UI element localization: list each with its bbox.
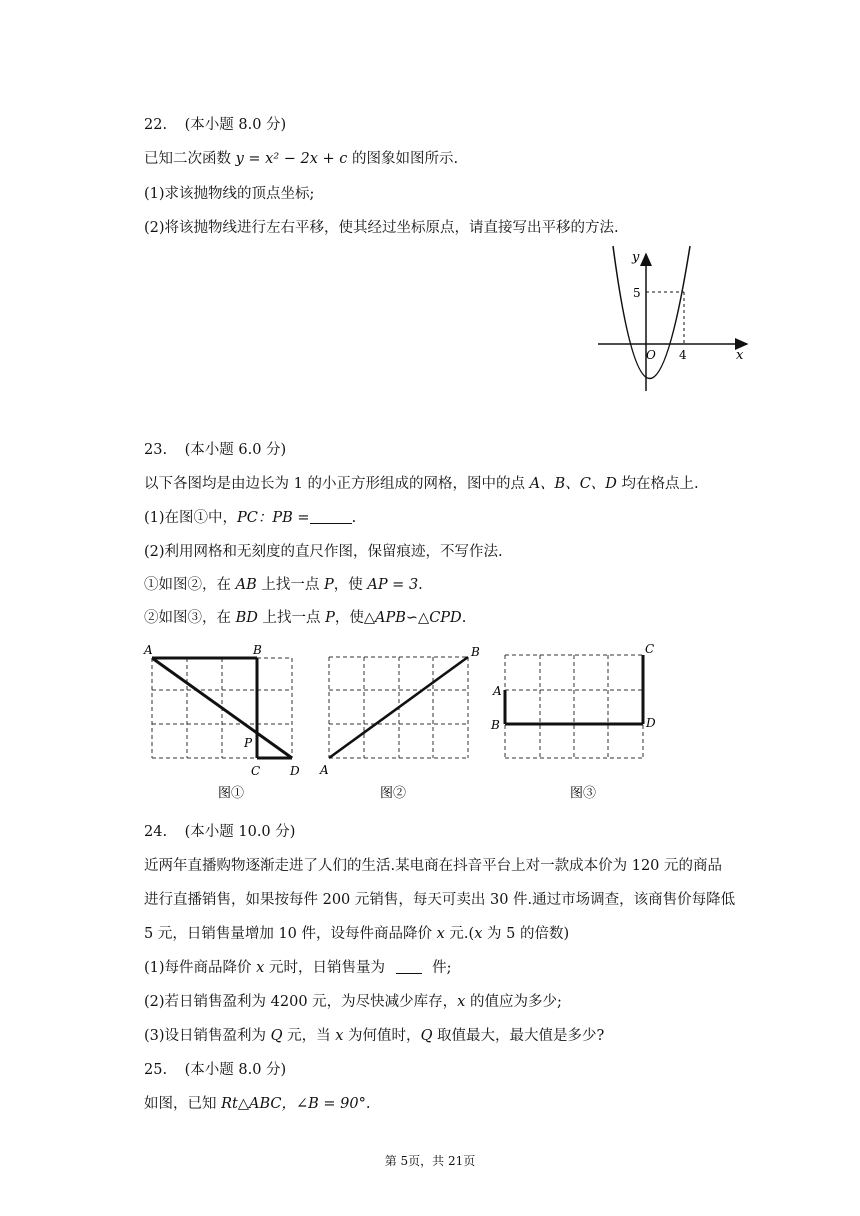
q24-line2: 进行直播销售，如果按每件 200 元销售，每天可卖出 30 件.通过市场调查，该商售价每降低 — [144, 892, 736, 908]
q25-stem — [144, 1092, 370, 1113]
q24-line1: 近两年直播购物逐渐走进了人们的生活.某电商在抖音平台上对一款成本价为 120 元的商品 — [144, 858, 722, 874]
fig1-label-P: P — [244, 736, 253, 750]
q24-number: 24. — [144, 824, 168, 840]
q23-p2b-cond: △APB∽△CPD — [363, 610, 462, 626]
q23-number: 23. — [144, 442, 168, 458]
graph-x-tick: 4 — [679, 348, 687, 362]
q22-number: 22. — [144, 117, 168, 133]
q23-p1-formula: PC：PB = — [237, 510, 310, 526]
q25-score: (本小题 8.0 分) — [184, 1062, 287, 1078]
q24-part1 — [144, 956, 452, 977]
q23-stem-end: 均在格点上. — [616, 476, 699, 492]
q24-p3-end: 取值最大，最大值是多少? — [432, 1028, 605, 1044]
q22-part2: (2)将该抛物线进行左右平移，使其经过坐标原点，请直接写出平移的方法. — [144, 220, 619, 236]
q23-p2a-seg: AB — [235, 577, 257, 593]
q24-p1-x: x — [256, 960, 265, 976]
q24-p3-q: Q — [270, 1028, 283, 1044]
q23-p1-text: (1)在图①中， — [144, 510, 238, 526]
q23-p2b-mid: 上找一点 — [257, 610, 326, 626]
q23-p2b-end: . — [461, 610, 467, 626]
q23-answer-blank[interactable] — [310, 509, 352, 524]
q22-parabola-graph — [590, 246, 760, 396]
q24-p2-end: 的值应为多少; — [465, 994, 562, 1010]
q25-number: 25. — [144, 1062, 168, 1078]
fig3-label-D: D — [646, 716, 656, 730]
fig3-grid — [505, 655, 643, 758]
q23-stem-text: 以下各图均是由边长为 1 的小正方形组成的网格，图中的点 — [144, 476, 530, 492]
q23-p2b-text: ②如图③，在 — [144, 610, 236, 626]
q23-part2a — [144, 573, 423, 594]
q24-l3-text: 5 元，日销售量增加 10 件，设每件商品降价 — [144, 926, 437, 942]
q23-p2a-cond: AP = 3 — [367, 577, 419, 593]
q23-p2a-end: . — [418, 577, 423, 593]
q24-line3 — [144, 922, 569, 943]
fig3-label-A: A — [493, 684, 502, 698]
q23-figure-1 — [140, 640, 315, 810]
fig1-label-C: C — [251, 764, 261, 778]
q24-score: (本小题 10.0 分) — [184, 824, 296, 840]
q24-l3-x: x — [436, 926, 445, 942]
q24-l3-mid: 元.( — [444, 926, 475, 942]
q22-stem — [144, 147, 458, 168]
q25-header — [144, 1058, 286, 1079]
q24-p3-x: x — [335, 1028, 344, 1044]
q22-formula: y = x² − 2x + c — [235, 151, 348, 167]
q22-stem-text: 已知二次函数 — [144, 151, 236, 167]
fig3-label-C: C — [645, 642, 655, 656]
q24-p3-mid: 元，当 — [282, 1028, 336, 1044]
q23-part2b — [144, 606, 466, 627]
q24-p2-text: (2)若日销售盈利为 4200 元，为尽快减少库存， — [144, 994, 458, 1010]
q23-p2a-post: ，使 — [333, 577, 368, 593]
q24-p3-text: (3)设日销售盈利为 — [144, 1028, 271, 1044]
q24-header — [144, 820, 295, 841]
graph-x-label: x — [736, 348, 744, 363]
q23-figure-2 — [318, 640, 493, 810]
q22-header — [144, 113, 286, 134]
fig2-caption: 图② — [380, 786, 407, 801]
q24-answer-blank[interactable] — [396, 959, 422, 974]
q24-p1-text: (1)每件商品降价 — [144, 960, 257, 976]
q23-part1 — [144, 506, 356, 527]
graph-origin-label: O — [646, 348, 656, 362]
q22-score: (本小题 8.0 分) — [184, 117, 287, 133]
q23-p2b-seg: BD — [235, 610, 258, 626]
q24-l3-x2: x — [474, 926, 483, 942]
q25-stem-text: 如图，已知 — [144, 1096, 222, 1112]
q23-p2a-point: P — [323, 577, 334, 593]
q24-l3-end: 为 5 的倍数) — [482, 926, 570, 942]
q24-part2 — [144, 990, 562, 1011]
q23-score: (本小题 6.0 分) — [184, 442, 287, 458]
q23-p2b-point: P — [325, 610, 335, 626]
page-footer: 第 5页，共 21页 — [384, 1154, 476, 1168]
fig3-caption: 图③ — [570, 786, 597, 801]
fig1-label-A: A — [144, 643, 153, 657]
q23-stem — [144, 472, 699, 493]
q23-p2b-post: ，使 — [334, 610, 364, 626]
q23-header — [144, 438, 286, 459]
fig1-label-D: D — [290, 764, 300, 778]
q22-stem-end: 的图象如图所示. — [347, 151, 459, 167]
q24-p1-end: 件; — [427, 960, 452, 976]
q24-p2-x: x — [457, 994, 466, 1010]
graph-y-tick: 5 — [633, 286, 641, 300]
q23-p1-end: . — [351, 510, 357, 526]
q25-stem-end: . — [365, 1096, 371, 1112]
fig1-label-B: B — [253, 643, 262, 657]
q23-figure-3 — [490, 640, 670, 810]
q24-p3-q2: Q — [420, 1028, 433, 1044]
q25-formula: Rt△ABC，∠B = 90° — [221, 1096, 366, 1112]
q22-part1: (1)求该抛物线的顶点坐标; — [144, 186, 315, 202]
fig2-label-B: B — [471, 645, 480, 659]
q23-part2: (2)利用网格和无刻度的直尺作图，保留痕迹，不写作法. — [144, 544, 503, 560]
q23-p2a-mid: 上找一点 — [256, 577, 324, 593]
q24-p3-mid2: 为何值时， — [343, 1028, 421, 1044]
fig1-caption: 图① — [218, 786, 245, 801]
fig2-label-A: A — [320, 763, 329, 777]
q24-p1-mid: 元时，日销售量为 — [264, 960, 390, 976]
fig3-label-B: B — [491, 718, 500, 732]
graph-y-label: y — [632, 250, 640, 265]
q23-p2a-text: ①如图②，在 — [144, 577, 236, 593]
q24-part3 — [144, 1024, 604, 1045]
q23-points: A、B、C、D — [529, 476, 617, 492]
